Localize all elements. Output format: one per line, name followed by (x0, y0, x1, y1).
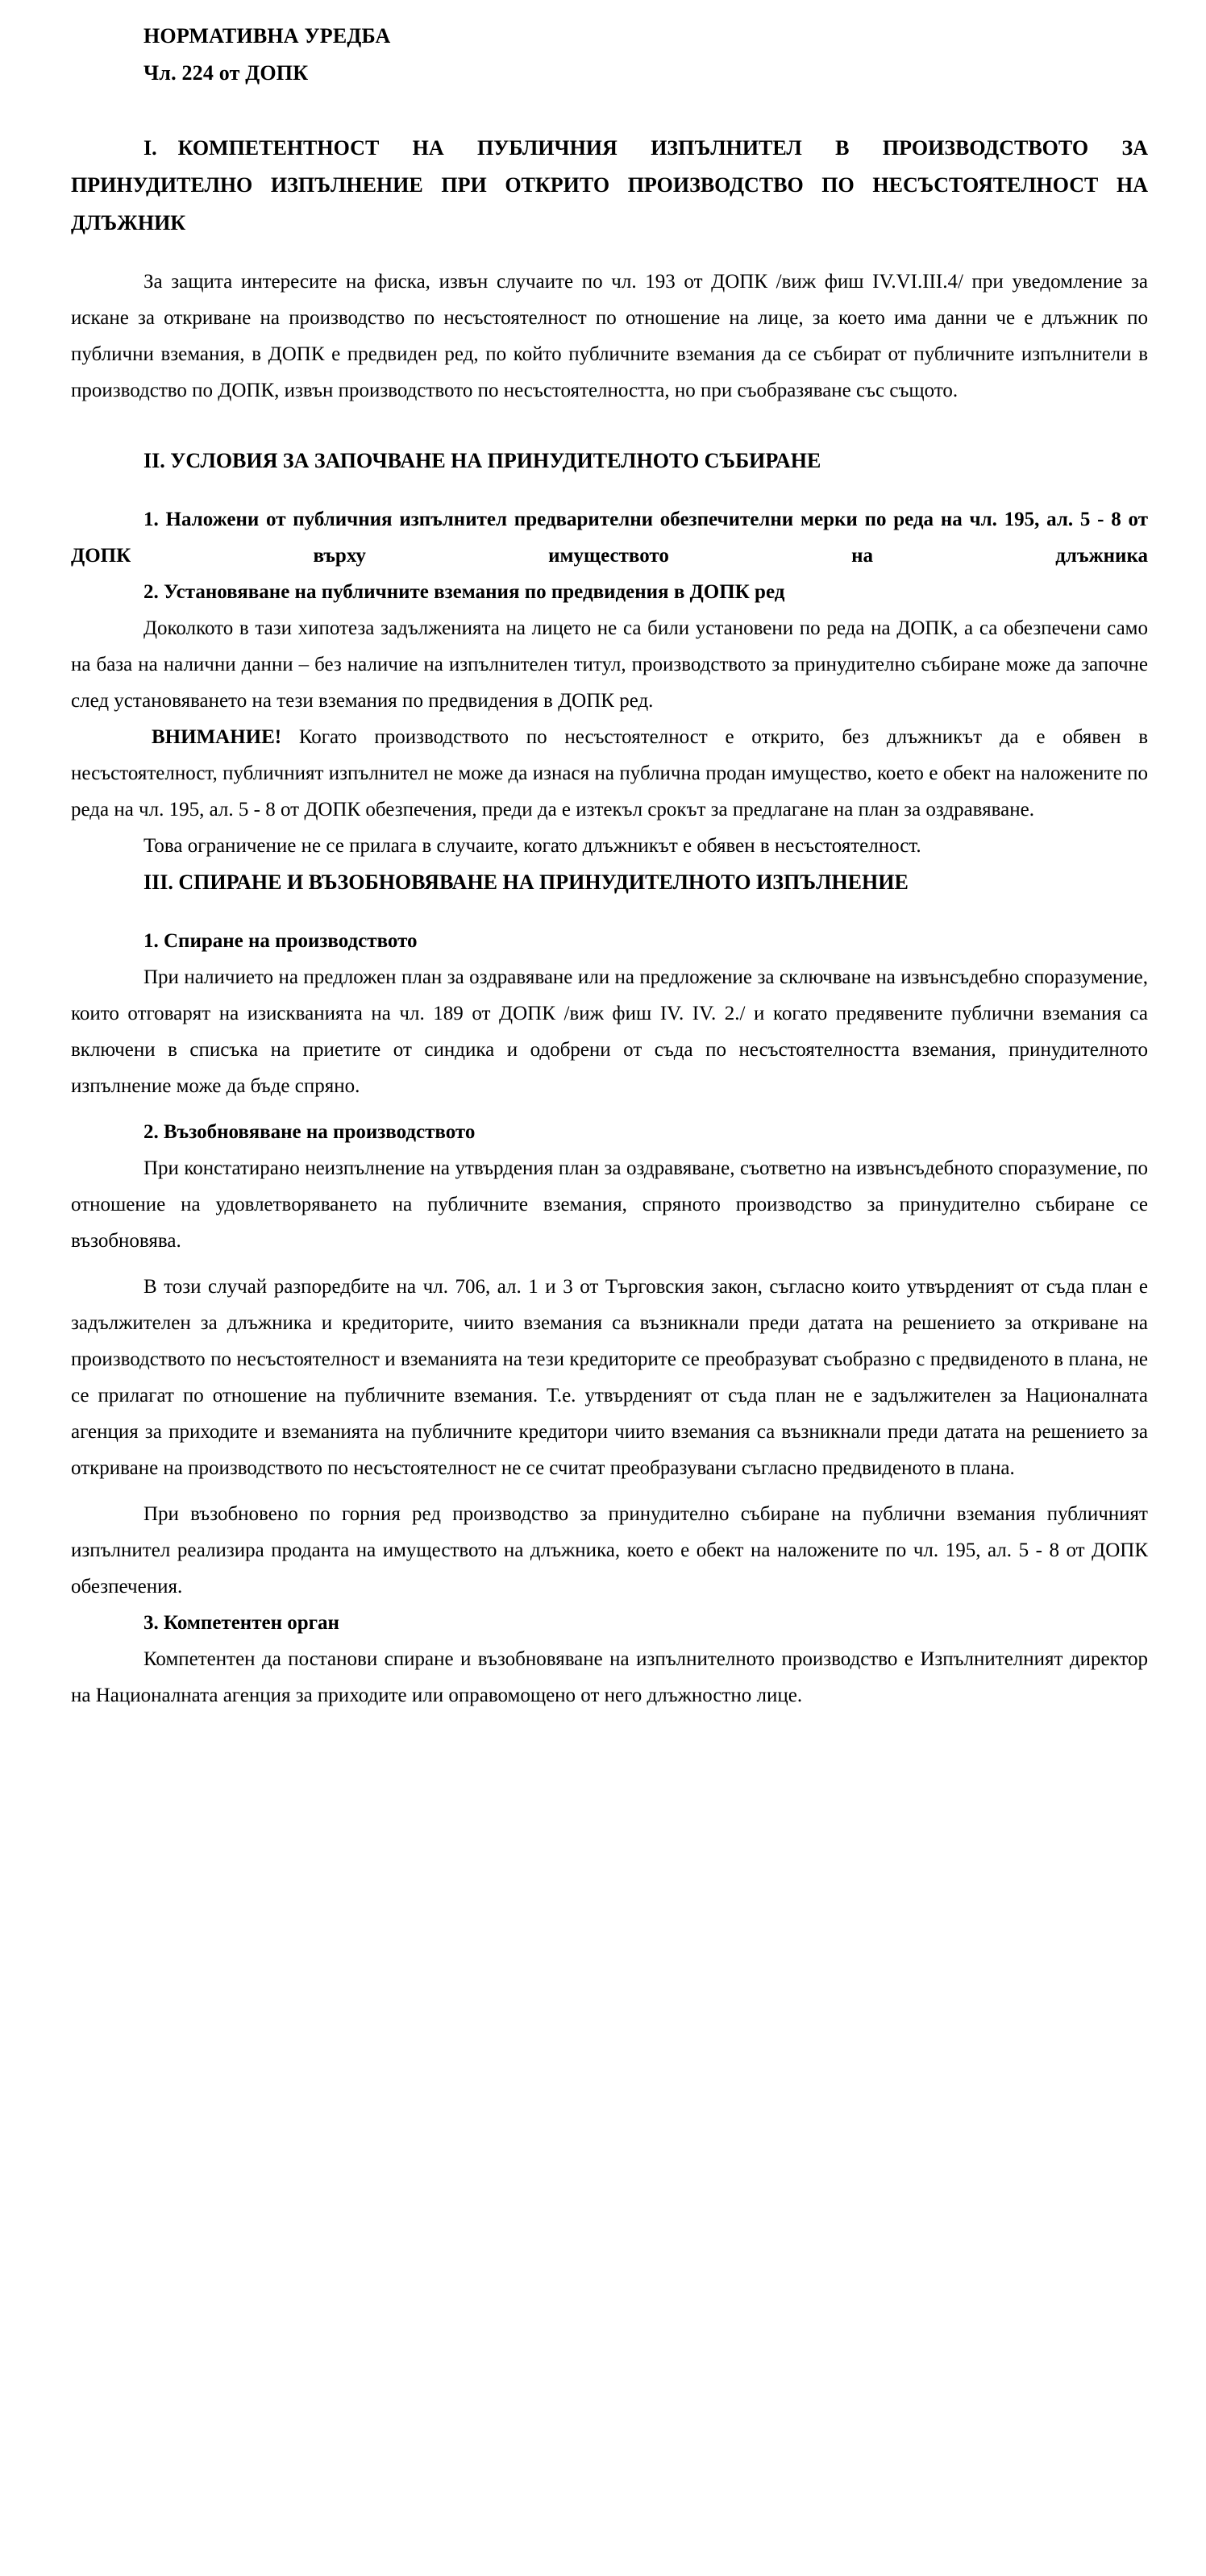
paragraph-section-iii-1: При наличието на предложен план за оздравяване или на предложение за сключване на извънсъдебно споразумение, които отговарят на изискванията на чл. 189 от ДОПК /виж фиш IV. IV. 2./ и когато предявените публични вземания са включени в списъка на приетите от синдика и одобрени от съда по несъстоятелността вземания, принудителното изпълнение може да бъде спряно. (71, 966, 1148, 1097)
spacer (71, 1104, 1148, 1114)
paragraph-section-ii-attention (71, 719, 1148, 828)
spacer (71, 96, 1148, 130)
heading-section-iii-sub-1: 1. Спиране на производството (143, 929, 418, 952)
attention-label: ВНИМАНИЕ! (152, 725, 282, 748)
heading-section-ii-sub-1: 1. Наложени от публичния изпълнител предварителни обезпечителни мерки по реда на чл. 195, ал. 5 - 8 от ДОПК върху имуществото на длъжника (71, 508, 1148, 567)
paragraph-section-iii-5: Компетентен да постанови спиране и възобновяване на изпълнителното производство е Изпълнителният директор на Националната агенция за приходите или оправомощено от него длъжностно лице. (71, 1647, 1148, 1706)
spacer (71, 1486, 1148, 1496)
heading-section-iii-sub-2: 2. Възобновяване на производството (143, 1120, 476, 1143)
heading-section-iii-sub-3: 3. Компетентен орган (143, 1611, 339, 1634)
paragraph-section-i-1: За защита интересите на фиска, извън случаите по чл. 193 от ДОПК /виж фиш IV.VI.III.4/ при уведомление за искане за откриване на производство по несъстоятелност по отношение на лице, за което има данни че е длъжник по публични вземания, в ДОПК е предвиден ред, по който публичните вземания да се събират от публичните изпълнители в производство по ДОПК, извън производството по несъстоятелността, но при съобразяване със същото. (71, 270, 1148, 401)
paragraph-section-ii-2: Това ограничение не се прилага в случаите, когато длъжникът е обявен в несъстоятелност. (143, 834, 921, 857)
page-title: НОРМАТИВНА УРЕДБА (143, 24, 391, 48)
paragraph-section-ii-1: Доколкото в тази хипотеза задълженията на лицето не са били установени по реда на ДОПК, а са обезпечени само на база на налични данни – без наличие на изпълнителен титул, производството за принудително събиране може да започне след установяването на тези вземания по предвидения в ДОПК ред. (71, 617, 1148, 712)
spacer (71, 409, 1148, 442)
page-subtitle: Чл. 224 от ДОПК (143, 61, 309, 85)
heading-section-iii: III. СПИРАНЕ И ВЪЗОБНОВЯВАНЕ НА ПРИНУДИТЕЛНОТО ИЗПЪЛНЕНИЕ (143, 870, 909, 894)
spacer (71, 1259, 1148, 1269)
heading-section-ii-sub-2: 2. Установяване на публичните вземания по предвидения в ДОПК ред (143, 580, 785, 603)
paragraph-section-iii-4: При възобновено по горния ред производство за принудително събиране на публични вземания публичният изпълнител реализира продантa на имуществото на длъжника, което е обект на наложените по чл. 195, ал. 5 - 8 от ДОПК обезпечения. (71, 1502, 1148, 1598)
paragraph-section-iii-3: В този случай разпоредбите на чл. 706, ал. 1 и 3 от Търговския закон, съгласно които утвърденият от съда план е задължителен за длъжника и кредиторите, чиито вземания са възникнали преди датата на решението за откриване на производството по несъстоятелност и вземанията на тези кредиторите се преобразуват съобразно с предвиденото в плана, не се прилагат по отношение на публичните вземания. Т.е. утвърденият от съда план не е задължителен за Националната агенция за приходите и вземанията на публичните кредитори чиито вземания са възникнали преди датата на решението за откриване на производството по несъстоятелност не се считат преобразувани съгласно предвиденото в плана. (71, 1275, 1148, 1479)
spacer (71, 902, 1148, 923)
heading-section-i: I. КОМПЕТЕНТНОСТ НА ПУБЛИЧНИЯ ИЗПЪЛНИТЕЛ В ПРОИЗВОДСТВОТО ЗА ПРИНУДИТЕЛНО ИЗПЪЛНЕНИЕ ПРИ ОТКРИТО ПРОИЗВОДСТВО ПО НЕСЪСТОЯТЕЛНОСТ НА ДЛЪЖНИК (71, 135, 1148, 235)
attention-text: Когато производството по несъстоятелност е открито, без длъжникът да е обявен в несъстоятелност, публичният изпълнител не може да изнася на публична продан имущество, което е обект на наложените по реда на чл. 195, ал. 5 - 8 от ДОПК обезпечения, преди да е изтекъл срокът за предлагане на план за оздравяване. (71, 725, 1148, 821)
heading-section-ii: II. УСЛОВИЯ ЗА ЗАПОЧВАНЕ НА ПРИНУДИТЕЛНОТО СЪБИРАНЕ (143, 448, 821, 472)
paragraph-section-iii-2: При констатирано неизпълнение на утвърдения план за оздравяване, съответно на извънсъдебното споразумение, по отношение на удовлетворяването на публичните вземания, спряното производство за принудително събиране се възобновява. (71, 1157, 1148, 1252)
spacer (71, 480, 1148, 501)
spacer (71, 243, 1148, 264)
